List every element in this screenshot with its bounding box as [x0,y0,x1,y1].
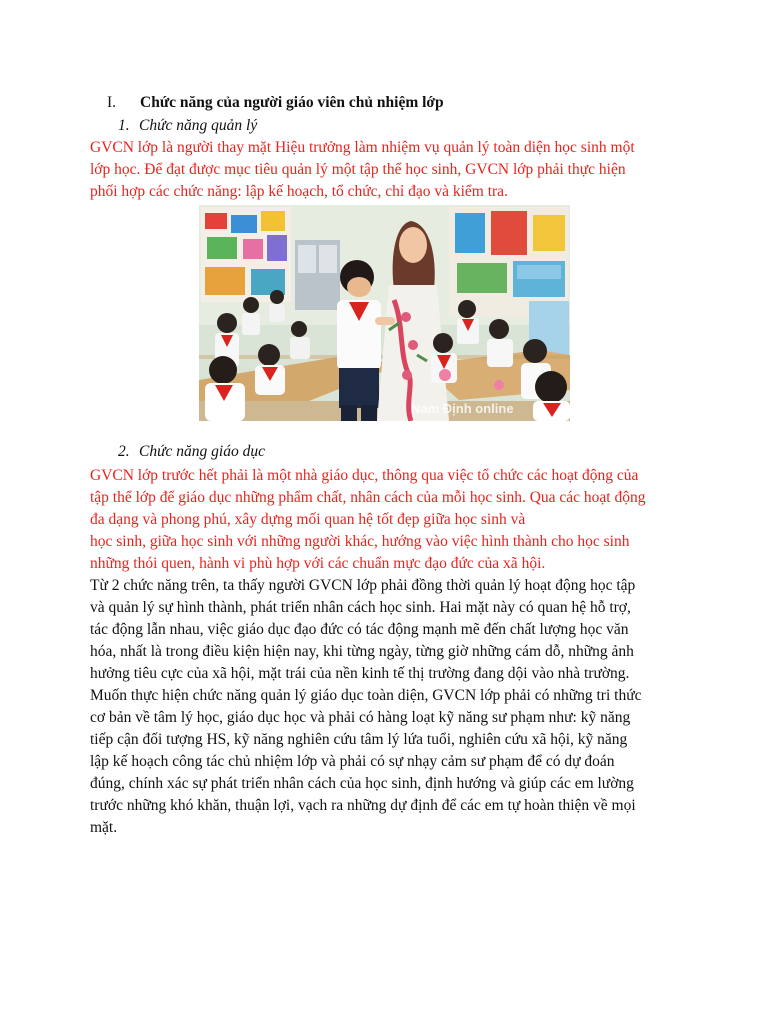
paragraph-line: cơ bản về tâm lý học, giáo dục học và phải có hàng loạt kỹ năng sư phạm như: kỹ năng [90,709,631,726]
subsection-number-2: 2. [118,443,130,460]
paragraph-line: lớp học. Để đạt được mục tiêu quản lý một tập thể học sinh, GVCN lớp phải thực hiện [90,161,626,178]
paragraph-line: tiếp cận đối tượng HS, kỹ năng nghiên cứu tâm lý lứa tuổi, nghiên cứu xã hội, kỹ năng [90,731,628,748]
paragraph-line: tập thể lớp để giáo dục những phẩm chất, nhân cách của mỗi học sinh. Qua các hoạt động [90,489,646,506]
paragraph-line: hưởng tiêu cực của xã hội, mặt trái của nền kinh tế thị trường đang dội vào nhà trường. [90,665,630,682]
section-number: I. [107,94,117,111]
subsection-title-2: Chức năng giáo dục [139,443,265,460]
paragraph-line: và quản lý sự hình thành, phát triển nhân cách học sinh. Hai mặt này có quan hệ hỗ trợ, [90,599,631,616]
paragraph-line: đa dạng và phong phú, xây dựng mối quan hệ tốt đẹp giữa học sinh và [90,511,526,528]
paragraph-line: tác động lẫn nhau, việc giáo dục đạo đức có tác động mạnh mẽ đến chất lượng học văn [90,621,629,638]
paragraph-line: Từ 2 chức năng trên, ta thấy người GVCN lớp phải đồng thời quản lý hoạt động học tập [90,577,636,594]
subsection-heading-2 [118,441,265,463]
paragraph-line: mặt. [90,819,118,836]
paragraph-line: trước những khó khăn, thuận lợi, vạch ra những dự định để các em tự hoàn thiện về mọi [90,797,636,814]
paragraph-line: hóa, nhất là trong điều kiện hiện nay, khi từng ngày, từng giờ những cám dỗ, những ảnh [90,643,634,660]
section-heading [107,92,444,114]
paragraph-line: phối hợp các chức năng: lập kế hoạch, tổ chức, chỉ đạo và kiểm tra. [90,183,508,200]
paragraph-line: GVCN lớp trước hết phải là một nhà giáo dục, thông qua việc tổ chức các hoạt động của [90,467,639,484]
paragraph-line: đúng, chính xác sự phát triển nhân cách của học sinh, định hướng và giúp các em lường [90,775,634,792]
photo-watermark: Nam Định online [411,401,514,416]
section-title: Chức năng của người giáo viên chủ nhiệm lớp [140,94,444,111]
paragraph-line: học sinh, giữa học sinh với những người khác, hướng vào việc hình thành cho học sinh [90,533,630,550]
paragraph-line: những thói quen, hành vi phù hợp với các chuẩn mực đạo đức của xã hội. [90,555,546,572]
paragraph-line: lập kế hoạch công tác chủ nhiệm lớp và phải có sự nhạy cảm sư phạm để có dự đoán [90,753,615,770]
classroom-photo [199,205,570,421]
paragraph-line: Muốn thực hiện chức năng quản lý giáo dục toàn diện, GVCN lớp phải có những tri thức [90,687,642,704]
subsection-heading-1 [118,115,257,137]
subsection-number-1: 1. [118,117,130,134]
subsection-title-1: Chức năng quản lý [139,117,258,134]
paragraph-line: GVCN lớp là người thay mặt Hiệu trưởng làm nhiệm vụ quản lý toàn diện học sinh một [90,139,635,156]
